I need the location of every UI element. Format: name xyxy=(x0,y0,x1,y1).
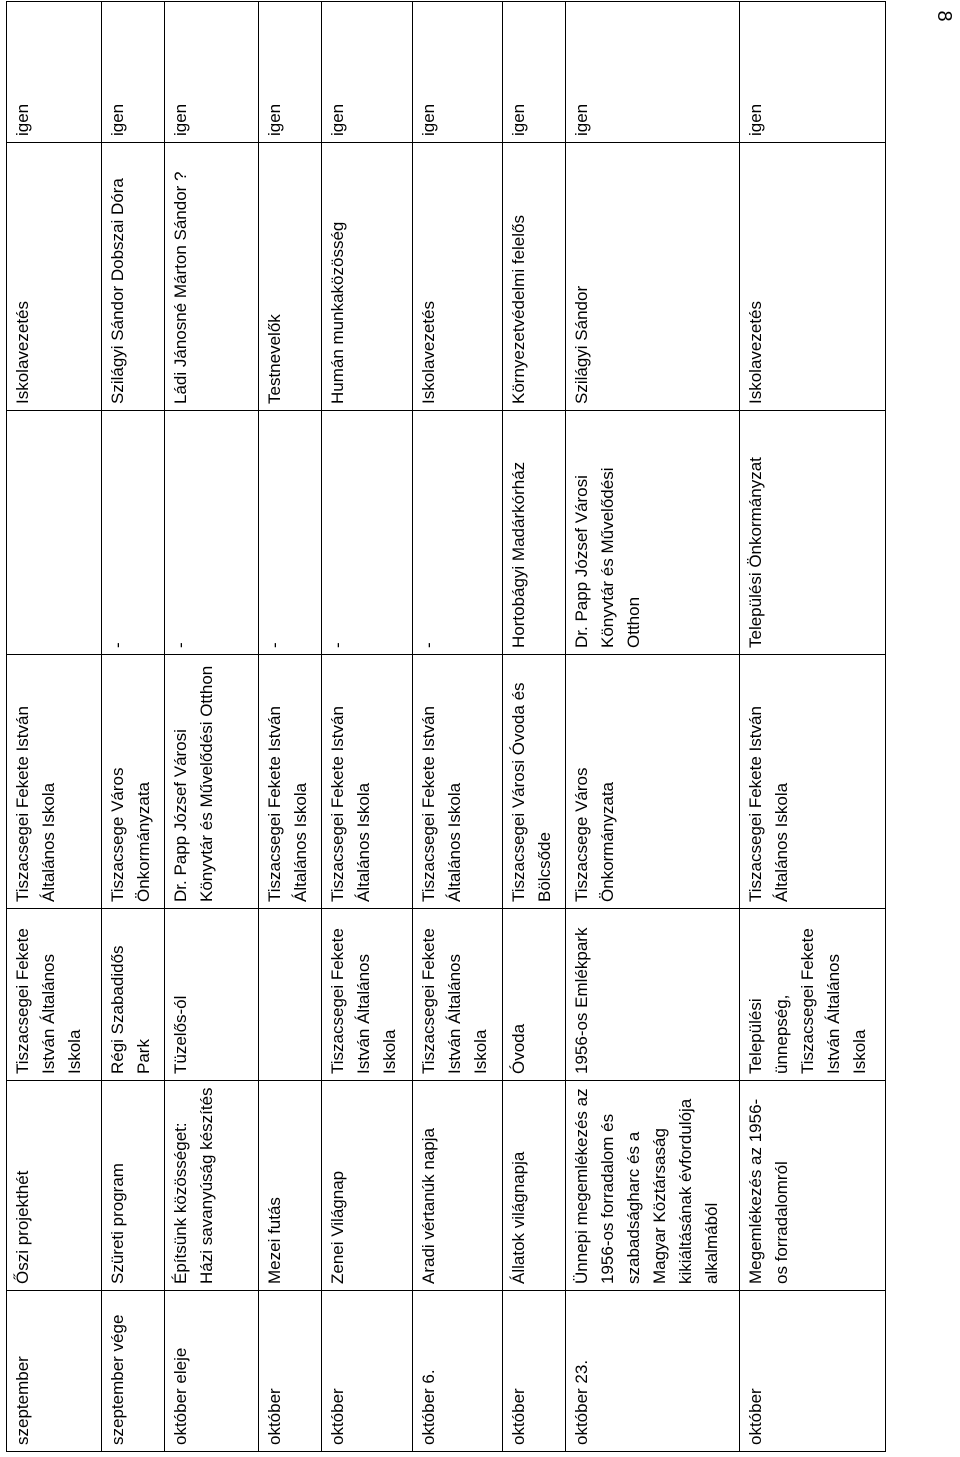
table-cell-responsible: Szilágyi Sándor Dobszai Dóra xyxy=(101,143,164,411)
table-cell-location: Óvoda xyxy=(503,909,566,1081)
table-cell-date: október xyxy=(739,1291,885,1452)
table-cell-date: október 23. xyxy=(566,1291,740,1452)
table-cell-public: igen xyxy=(412,2,503,143)
table-cell-responsible: Humán munkaközösség xyxy=(322,143,413,411)
table-body xyxy=(7,2,886,1452)
table-cell-partner: Tiszacsegei Városi Óvoda és Bölcsőde xyxy=(503,655,566,909)
table-cell-partner: Tiszacsege Város Önkormányzata xyxy=(101,655,164,909)
table-cell-public: igen xyxy=(259,2,322,143)
table-cell-location: Tüzelős-ól xyxy=(164,909,259,1081)
table-cell-event: Ünnepi megemlékezés az 1956-os forradalom és szabadságharc és a Magyar Köztársaság kikiáltásának évfordulója alkalmából xyxy=(566,1081,740,1291)
table-cell-location: Tiszacsegei Fekete István Általános Iskola xyxy=(412,909,503,1081)
table-row xyxy=(259,2,322,1452)
table-row xyxy=(7,2,102,1452)
table-row xyxy=(322,2,413,1452)
table-cell-location: Tiszacsegei Fekete István Általános Iskola xyxy=(322,909,413,1081)
table-cell-cooperation: - xyxy=(322,411,413,655)
table-cell-event: Állatok világnapja xyxy=(503,1081,566,1291)
table-cell-event: Őszi projekthét xyxy=(7,1081,102,1291)
table-cell-location: Tiszacsegei Fekete István Általános Iskola xyxy=(7,909,102,1081)
table-cell-event: Aradi vértanúk napja xyxy=(412,1081,503,1291)
table-cell-partner: Tiszacsege Város Önkormányzata xyxy=(566,655,740,909)
table-cell-public: igen xyxy=(739,2,885,143)
table-cell-public: igen xyxy=(322,2,413,143)
table-cell-location: 1956-os Emlékpark xyxy=(566,909,740,1081)
table-cell-location xyxy=(259,909,322,1081)
table-cell-public: igen xyxy=(164,2,259,143)
table-cell-date: október 6. xyxy=(412,1291,503,1452)
table-cell-partner: Tiszacsegei Fekete István Általános Iskola xyxy=(412,655,503,909)
table-cell-public: igen xyxy=(503,2,566,143)
table-row xyxy=(566,2,740,1452)
table-cell-public: igen xyxy=(101,2,164,143)
table-cell-event: Építsünk közösséget: Házi savanyúság készítés xyxy=(164,1081,259,1291)
table-cell-partner: Tiszacsegei Fekete István Általános Iskola xyxy=(259,655,322,909)
table-cell-cooperation: Települési Önkormányzat xyxy=(739,411,885,655)
table-cell-partner: Dr. Papp József Városi Könyvtár és Művelődési Otthon xyxy=(164,655,259,909)
table-cell-responsible: Szilágyi Sándor xyxy=(566,143,740,411)
table-cell-event: Szüreti program xyxy=(101,1081,164,1291)
table-cell-date: október xyxy=(503,1291,566,1452)
table-cell-responsible: Ládi Jánosné Márton Sándor ? xyxy=(164,143,259,411)
table-cell-cooperation: - xyxy=(101,411,164,655)
page-number: 8 xyxy=(933,10,955,22)
table-cell-responsible: Iskolavezetés xyxy=(412,143,503,411)
table-cell-cooperation: - xyxy=(412,411,503,655)
table-row xyxy=(412,2,503,1452)
table-cell-public: igen xyxy=(7,2,102,143)
table-cell-partner: Tiszacsegei Fekete István Általános Iskola xyxy=(322,655,413,909)
table-cell-date: október eleje xyxy=(164,1291,259,1452)
table-cell-responsible: Iskolavezetés xyxy=(739,143,885,411)
table-row xyxy=(503,2,566,1452)
table-cell-cooperation: - xyxy=(164,411,259,655)
table-cell-date: szeptember xyxy=(7,1291,102,1452)
table-cell-cooperation: - xyxy=(259,411,322,655)
table-cell-cooperation: Hortobágyi Madárkórház xyxy=(503,411,566,655)
table-cell-cooperation: Dr. Papp József Városi Könyvtár és Művelődési Otthon xyxy=(566,411,740,655)
table-cell-date: október xyxy=(322,1291,413,1452)
table-cell-responsible: Környezetvédelmi felelős xyxy=(503,143,566,411)
table-row xyxy=(101,2,164,1452)
table-cell-event: Megemlékezés az 1956-os forradalomról xyxy=(739,1081,885,1291)
table-cell-partner: Tiszacsegei Fekete István Általános Iskola xyxy=(7,655,102,909)
table-cell-event: Mezei futás xyxy=(259,1081,322,1291)
table-cell-cooperation xyxy=(7,411,102,655)
rotated-table-container xyxy=(6,2,886,1452)
table-cell-partner: Tiszacsegei Fekete István Általános Iskola xyxy=(739,655,885,909)
table-cell-public: igen xyxy=(566,2,740,143)
table-cell-responsible: Iskolavezetés xyxy=(7,143,102,411)
event-schedule-table xyxy=(6,1,886,1452)
table-cell-date: október xyxy=(259,1291,322,1452)
table-cell-location: Települési ünnepség, Tiszacsegei Fekete István Általános Iskola xyxy=(739,909,885,1081)
table-cell-location: Régi Szabadidős Park xyxy=(101,909,164,1081)
table-cell-responsible: Testnevelők xyxy=(259,143,322,411)
table-cell-date: szeptember vége xyxy=(101,1291,164,1452)
table-row xyxy=(164,2,259,1452)
table-cell-event: Zenei Világnap xyxy=(322,1081,413,1291)
table-row xyxy=(739,2,885,1452)
